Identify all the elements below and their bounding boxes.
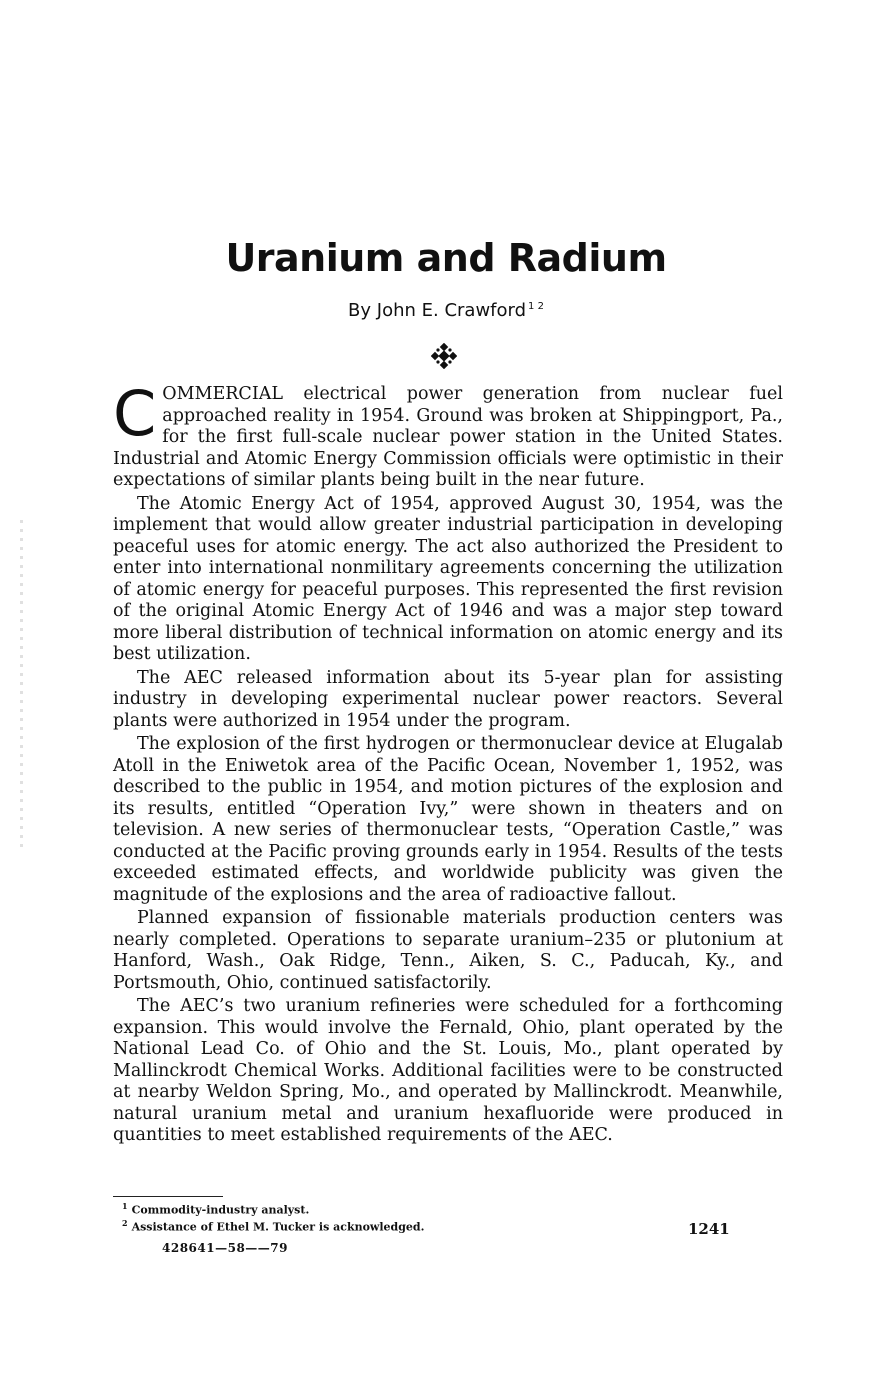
paragraph: COMMERCIAL electrical power generation from nuclear fuel approached reality in 1954. Ground was broken at Shippingport, Pa., for the first full-scale nuclear power station in the United States. Industrial and Atomic Energy Commission officials were optimistic in their expectations of similar plants being built in the near future. [113, 377, 783, 490]
page-title: Uranium and Radium [225, 236, 667, 280]
drop-cap: C [113, 377, 157, 450]
ornament-diamond-icon [431, 343, 457, 369]
printer-code: 428641—58——79 [162, 1241, 288, 1255]
byline [0, 300, 892, 321]
paragraph: The explosion of the first hydrogen or thermonuclear device at Elugalab Atoll in the Eniwetok area of the Pacific Ocean, November 1, 1952, was described to the public in 1954, and motion pictures of the explosion and its results, entitled “Operation Ivy,” were shown in theaters and on television. A new series of thermonuclear tests, “Operation Castle,” was conducted at the Pacific proving grounds early in 1954. Results of the tests exceeded estimated effects, and worldwide publicity was given the magnitude of the explosions and the area of radioactive fallout. [113, 734, 783, 905]
footnotes [122, 1200, 424, 1233]
author-footnote-refs: 1 2 [528, 301, 544, 312]
page-number: 1241 [688, 1220, 730, 1238]
article-body [113, 377, 783, 1149]
paragraph: The Atomic Energy Act of 1954, approved August 30, 1954, was the implement that would allow greater industrial participation in developing peaceful uses for atomic energy. The act also authorized the President to enter into international nonmilitary agreements concerning the utilization of atomic energy for peaceful purposes. This represented the first revision of the original Atomic Energy Act of 1946 and was a major step toward more liberal distribution of technical information on atomic energy and its best utilization. [113, 493, 783, 664]
author-name: By John E. Crawford [348, 300, 527, 321]
scan-edge-artifact [20, 520, 23, 850]
footnote-divider [113, 1196, 223, 1197]
footnote: $^2$ Assistance of Ethel M. Tucker is acknowledged. [122, 1217, 425, 1234]
paragraph: The AEC released information about its 5-year plan for assisting industry in developing experimental nuclear power reactors. Several plants were authorized in 1954 under the program. [113, 667, 783, 731]
paragraph: Planned expansion of fissionable materials production centers was nearly completed. Operations to separate uranium–235 or plutonium at Hanford, Wash., Oak Ridge, Tenn., Aiken, S. C., Paducah, Ky., and Portsmouth, Ohio, continued satisfactorily. [113, 908, 783, 993]
paragraph: The AEC’s two uranium refineries were scheduled for a forthcoming expansion. This would involve the Fernald, Ohio, plant operated by the National Lead Co. of Ohio and the St. Louis, Mo., plant operated by Mallinckrodt Chemical Works. Additional facilities were to be constructed at nearby Weldon Spring, Mo., and operated by Mallinckrodt. Meanwhile, natural uranium metal and uranium hexafluoride were produced in quantities to meet established requirements of the AEC. [113, 996, 783, 1145]
footnote: $^1$ Commodity-industry analyst. [122, 1201, 310, 1217]
